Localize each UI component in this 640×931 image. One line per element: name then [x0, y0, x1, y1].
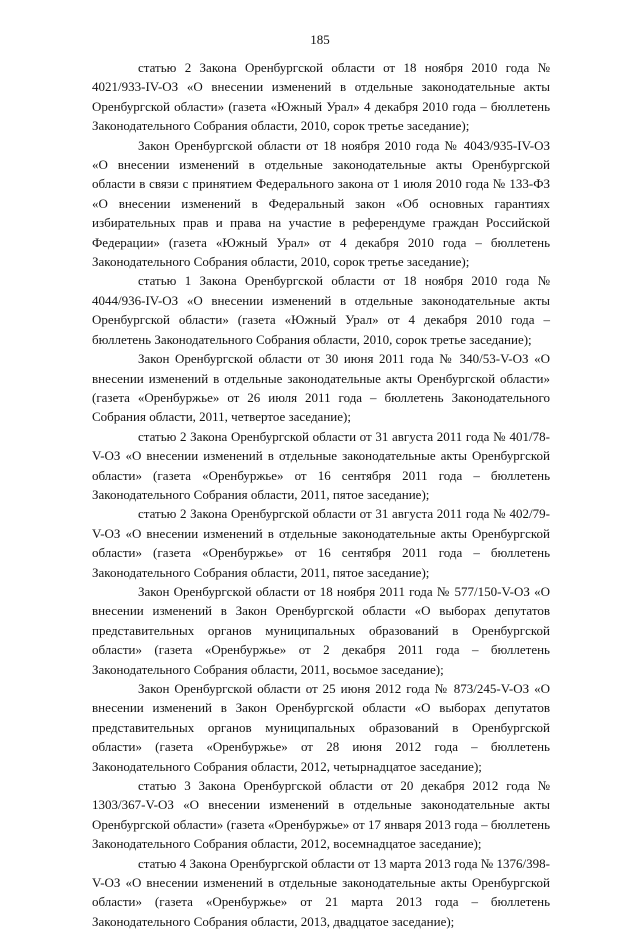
law-reference-paragraph: статью 1 Закона Оренбургской области от 18 ноября 2010 года № 4044/936-IV-ОЗ «О внесении изменений в отдельные законодательные акты Оренбургской области» (газета «Южный Урал» от 4 декабря 2010 года – бюллетень Законодательного Собрания области, 2010, сорок третье заседание); [92, 273, 550, 347]
law-reference-paragraph: Закон Оренбургской области от 30 июня 2011 года № 340/53-V-ОЗ «О внесении изменений в отдельные законодательные акты Оренбургской области» (газета «Оренбуржье» от 26 июля 2011 года – бюллетень Законодательного Собрания области, 2011, четвертое заседание); [92, 351, 550, 425]
law-reference-paragraph: Закон Оренбургской области от 18 ноября 2010 года № 4043/935-IV-ОЗ «О внесении изменений в отдельные законодательные акты Оренбургской области в связи с принятием Федерального закона от 1 июля 2010 года № 133-ФЗ «О внесении изменений в Федеральный закон «Об основных гарантиях избирательных прав и права на участие в референдуме граждан Российской Федерации» (газета «Южный Урал» от 4 декабря 2010 года – бюллетень Законодательного Собрания области, 2010, сорок третье заседание); [92, 137, 550, 270]
law-reference-paragraph: статью 4 Закона Оренбургской области от 13 марта 2013 года № 1376/398-V-ОЗ «О внесении изменений в отдельные законодательные акты Оренбургской области» (газета «Оренбуржье» от 21 марта 2013 года – бюллетень Законодательного Собрания области, 2013, двадцатое заседание); [92, 855, 550, 929]
document-body [92, 58, 550, 931]
page-number: 185 [310, 32, 330, 47]
law-reference-paragraph: статью 2 Закона Оренбургской области от 31 августа 2011 года № 402/79-V-ОЗ «О внесении изменений в отдельные законодательные акты Оренбургской области» (газета «Оренбуржье» от 16 сентября 2011 года – бюллетень Законодательного Собрания области, 2011, пятое заседание); [92, 506, 550, 580]
law-reference-paragraph: статью 2 Закона Оренбургской области от 18 ноября 2010 года № 4021/933-IV-ОЗ «О внесении изменений в отдельные законодательные акты Оренбургской области» (газета «Южный Урал» 4 декабря 2010 года – бюллетень Законодательного Собрания области, 2010, сорок третье заседание); [92, 60, 550, 134]
law-reference-paragraph: Закон Оренбургской области от 18 ноября 2011 года № 577/150-V-ОЗ «О внесении изменений в Закон Оренбургской области «О выборах депутатов представительных органов муниципальных образований в Оренбургской области» (газета «Оренбуржье» от 2 декабря 2011 года – бюллетень Законодательного Собрания области, 2011, восьмое заседание); [92, 583, 550, 677]
law-reference-paragraph: статью 3 Закона Оренбургской области от 20 декабря 2012 года № 1303/367-V-ОЗ «О внесении изменений в отдельные законодательные акты Оренбургской области» (газета «Оренбуржье» от 17 января 2013 года – бюллетень Законодательного Собрания области, 2012, восемнадцатое заседание); [92, 778, 550, 852]
law-reference-paragraph: статью 2 Закона Оренбургской области от 31 августа 2011 года № 401/78-V-ОЗ «О внесении изменений в отдельные законодательные акты Оренбургской области» (газета «Оренбуржье» от 16 сентября 2011 года – бюллетень Законодательного Собрания области, 2011, пятое заседание); [92, 428, 550, 502]
law-reference-paragraph: Закон Оренбургской области от 25 июня 2012 года № 873/245-V-ОЗ «О внесении изменений в Закон Оренбургской области «О выборах депутатов представительных органов муниципальных образований в Оренбургской области» (газета «Оренбуржье» от 28 июня 2012 года – бюллетень Законодательного Собрания области, 2012, четырнадцатое заседание); [92, 681, 550, 774]
